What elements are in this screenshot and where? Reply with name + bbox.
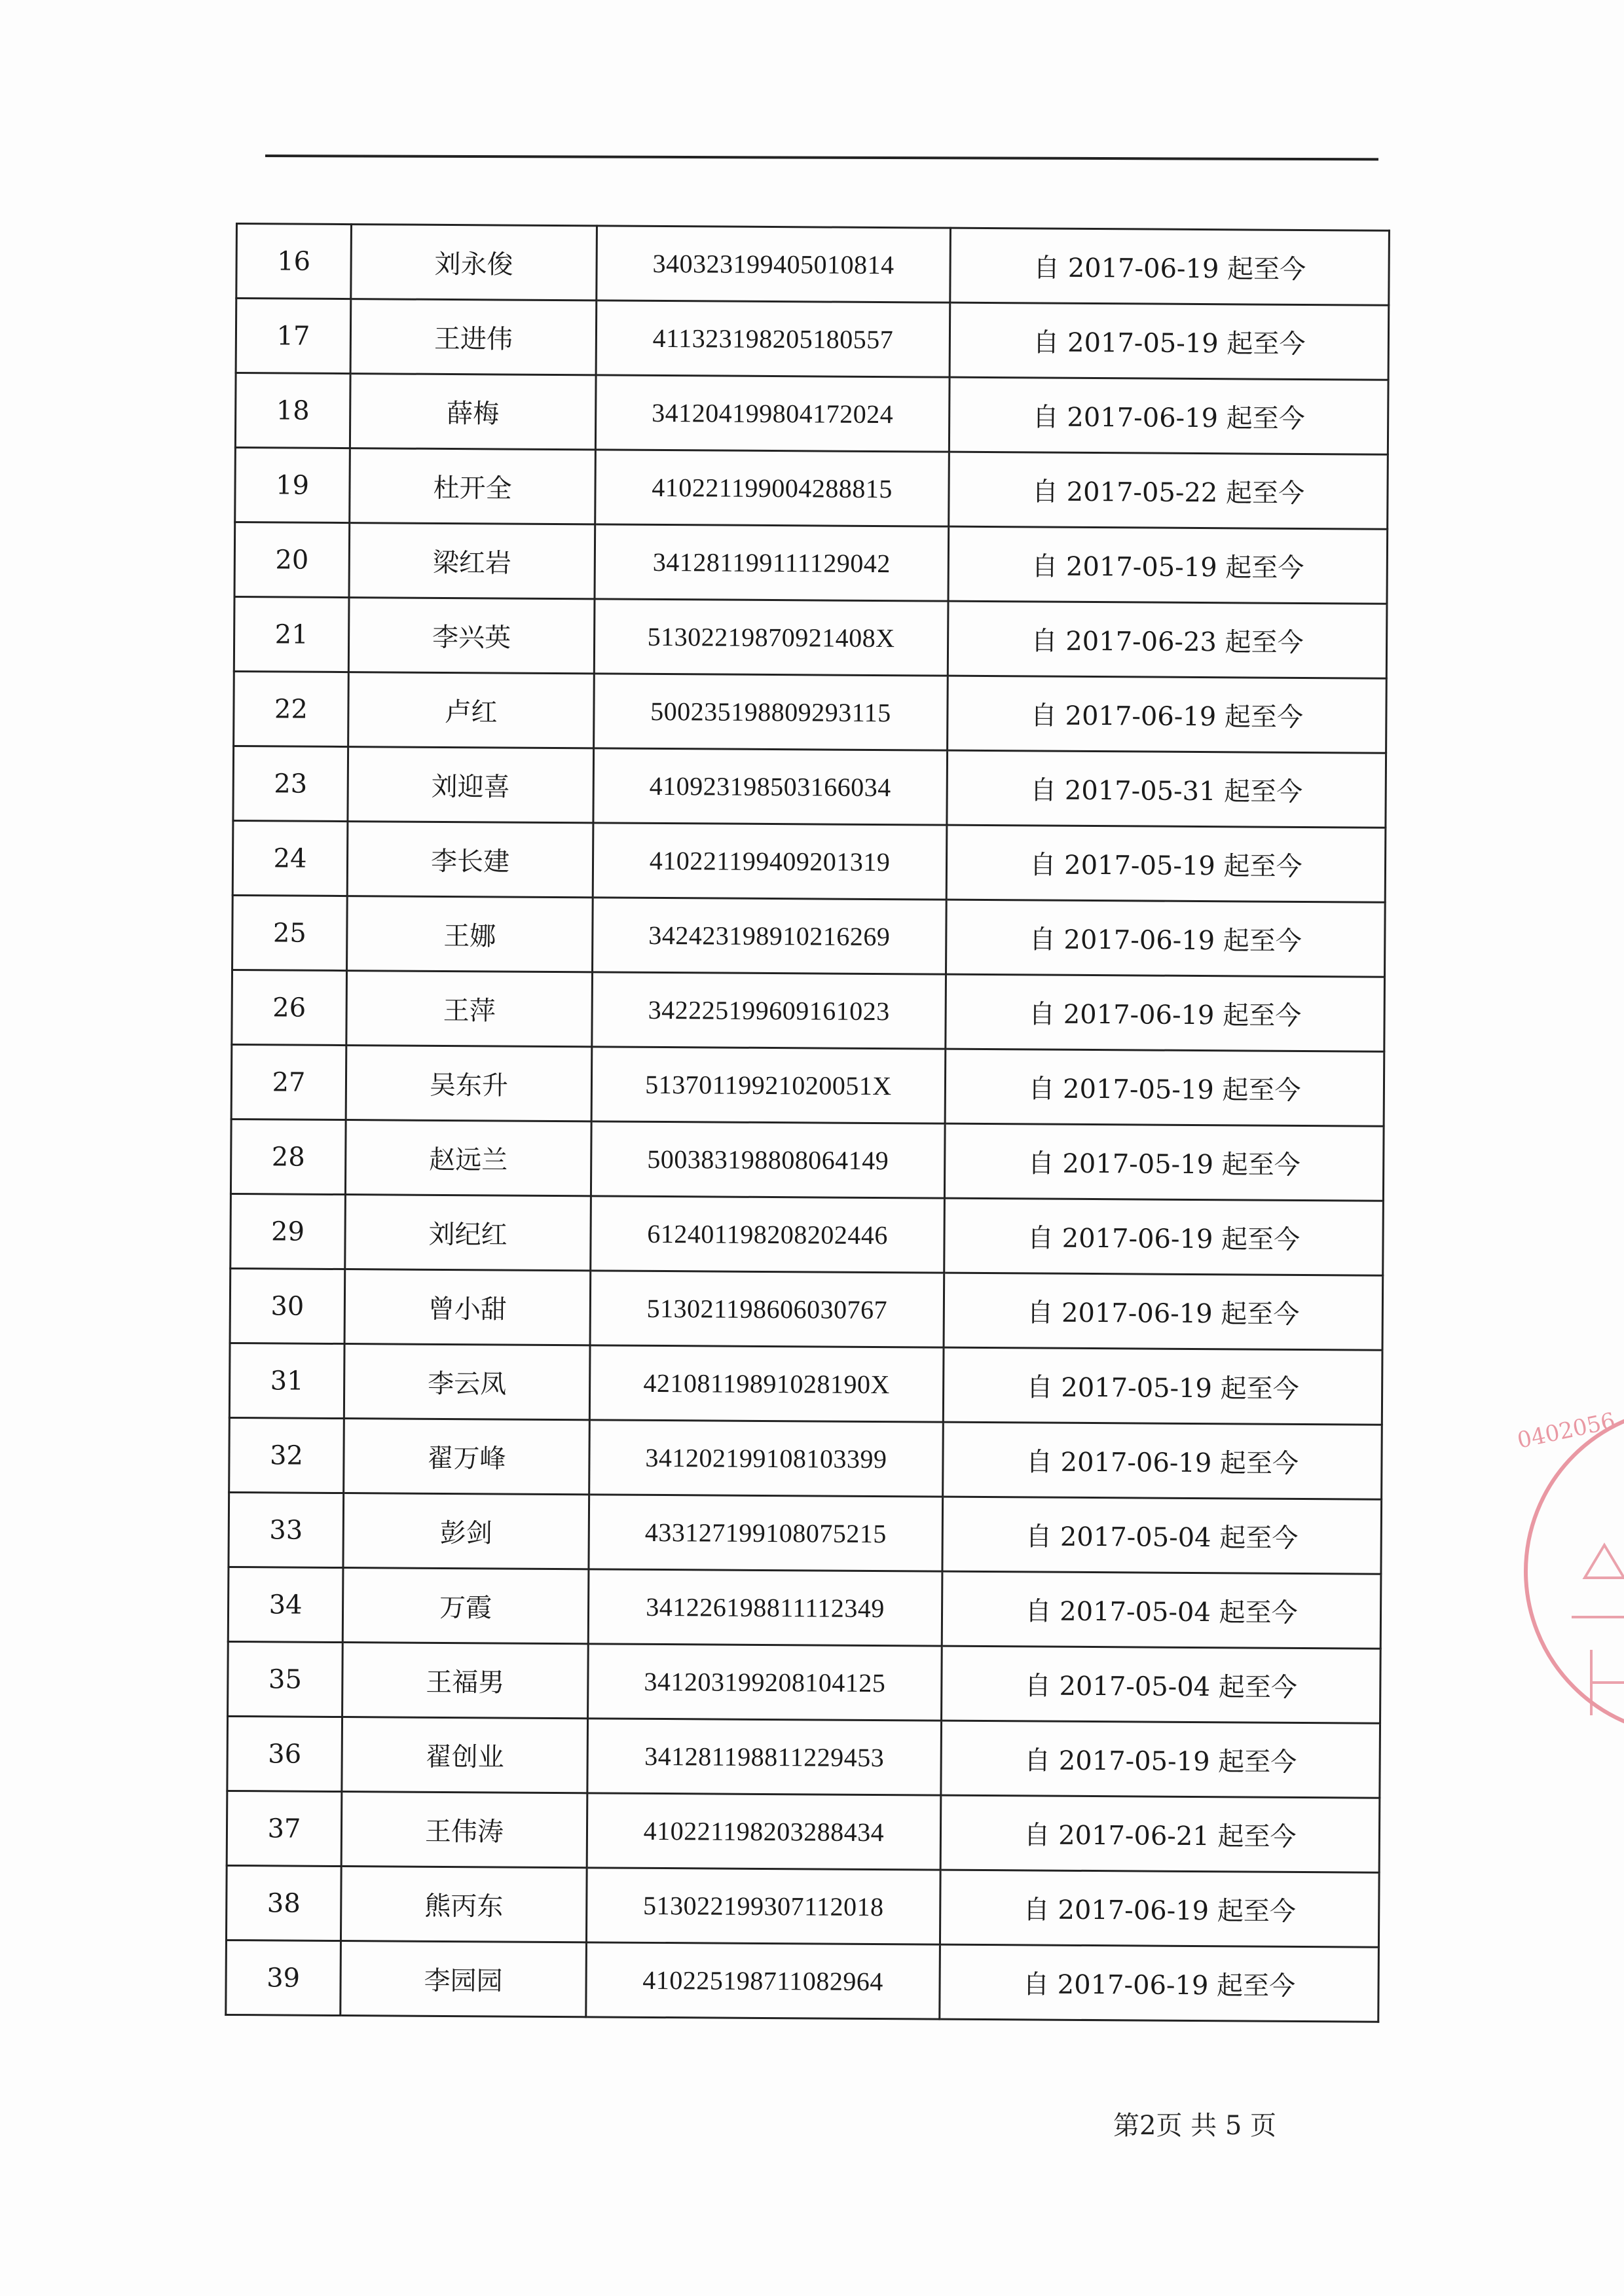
table-row bbox=[226, 1940, 1379, 2022]
period: 自 2017-06-23 起至今 bbox=[948, 601, 1387, 678]
id-number: 410221199004288815 bbox=[595, 450, 950, 526]
row-number: 16 bbox=[236, 224, 352, 299]
seal-graphic bbox=[1493, 1401, 1624, 1741]
table-row bbox=[229, 1343, 1382, 1425]
table-row bbox=[226, 1865, 1379, 1947]
person-name: 卢红 bbox=[348, 672, 595, 748]
id-number: 340323199405010814 bbox=[597, 226, 951, 302]
table-row bbox=[231, 1119, 1384, 1201]
period: 自 2017-06-21 起至今 bbox=[940, 1795, 1380, 1872]
id-number: 51302219870921408X bbox=[594, 599, 948, 676]
id-number: 410221199409201319 bbox=[593, 823, 947, 900]
row-number: 28 bbox=[231, 1119, 346, 1194]
person-name: 吴东升 bbox=[346, 1046, 592, 1121]
roster-table bbox=[225, 223, 1390, 2023]
person-name: 熊丙东 bbox=[341, 1867, 587, 1942]
table-row bbox=[228, 1641, 1381, 1723]
table-row bbox=[232, 895, 1386, 977]
id-number: 341226198811112349 bbox=[588, 1569, 942, 1646]
period: 自 2017-05-19 起至今 bbox=[948, 526, 1388, 604]
person-name: 刘永俊 bbox=[351, 225, 597, 301]
period: 自 2017-05-31 起至今 bbox=[947, 750, 1386, 828]
period: 自 2017-06-19 起至今 bbox=[943, 1422, 1382, 1499]
id-number: 341204199804172024 bbox=[595, 375, 950, 452]
row-number: 18 bbox=[235, 373, 350, 448]
table-row bbox=[234, 596, 1387, 678]
row-number: 30 bbox=[230, 1268, 345, 1343]
row-number: 27 bbox=[231, 1044, 346, 1120]
row-number: 29 bbox=[231, 1194, 346, 1269]
period: 自 2017-06-19 起至今 bbox=[940, 1870, 1379, 1947]
row-number: 19 bbox=[235, 448, 350, 523]
period: 自 2017-05-19 起至今 bbox=[944, 1123, 1384, 1201]
id-number: 51370119921020051X bbox=[591, 1047, 946, 1123]
id-number: 411323198205180557 bbox=[596, 301, 950, 377]
row-number: 21 bbox=[234, 596, 349, 672]
table-row bbox=[230, 1268, 1383, 1350]
person-name: 李兴英 bbox=[348, 598, 595, 674]
period: 自 2017-05-19 起至今 bbox=[945, 1049, 1384, 1126]
person-name: 王进伟 bbox=[350, 299, 597, 375]
period: 自 2017-06-19 起至今 bbox=[948, 676, 1387, 753]
row-number: 23 bbox=[233, 746, 348, 821]
roster-table-wrapper bbox=[225, 223, 1388, 2023]
row-number: 26 bbox=[232, 970, 347, 1045]
period: 自 2017-05-19 起至今 bbox=[950, 302, 1389, 380]
id-number: 341281199111129042 bbox=[595, 524, 949, 601]
person-name: 万霞 bbox=[342, 1568, 589, 1644]
table-row bbox=[234, 671, 1387, 753]
period: 自 2017-05-04 起至今 bbox=[942, 1497, 1382, 1574]
table-row bbox=[227, 1791, 1380, 1872]
person-name: 王福男 bbox=[342, 1643, 589, 1719]
id-number: 500235198809293115 bbox=[594, 674, 948, 750]
table-row bbox=[236, 299, 1389, 380]
period: 自 2017-06-19 起至今 bbox=[950, 228, 1390, 305]
period: 自 2017-06-19 起至今 bbox=[940, 1944, 1379, 2022]
id-number: 513022199307112018 bbox=[586, 1868, 940, 1944]
id-number: 341203199208104125 bbox=[588, 1644, 942, 1721]
person-name: 梁红岩 bbox=[349, 523, 595, 599]
table-row bbox=[229, 1492, 1382, 1574]
id-number: 513021198606030767 bbox=[590, 1271, 944, 1347]
table-row bbox=[227, 1716, 1380, 1798]
table-row bbox=[235, 373, 1388, 455]
row-number: 32 bbox=[229, 1417, 344, 1493]
person-name: 刘纪红 bbox=[345, 1195, 591, 1271]
row-number: 22 bbox=[234, 671, 349, 746]
id-number: 42108119891028190X bbox=[589, 1345, 944, 1422]
table-row bbox=[231, 1044, 1384, 1126]
id-number: 433127199108075215 bbox=[589, 1495, 943, 1571]
period: 自 2017-05-22 起至今 bbox=[949, 452, 1388, 529]
person-name: 翟万峰 bbox=[344, 1419, 590, 1495]
person-name: 赵远兰 bbox=[345, 1120, 591, 1196]
period: 自 2017-05-04 起至今 bbox=[942, 1571, 1381, 1649]
id-number: 410221198203288434 bbox=[587, 1793, 941, 1870]
person-name: 彭剑 bbox=[343, 1493, 589, 1569]
person-name: 杜开全 bbox=[350, 448, 596, 524]
table-row bbox=[234, 522, 1388, 604]
person-name: 刘迎喜 bbox=[348, 747, 594, 823]
period: 自 2017-05-19 起至今 bbox=[941, 1721, 1380, 1798]
period: 自 2017-06-19 起至今 bbox=[946, 974, 1385, 1051]
page-footer: 第2页 共 5 页 bbox=[1113, 2111, 1277, 2141]
id-number: 342423198910216269 bbox=[593, 898, 947, 974]
row-number: 33 bbox=[229, 1492, 344, 1567]
id-number: 410225198711082964 bbox=[586, 1942, 940, 2019]
id-number: 341281198811229453 bbox=[587, 1719, 942, 1795]
person-name: 王娜 bbox=[347, 896, 593, 972]
period: 自 2017-06-19 起至今 bbox=[944, 1198, 1384, 1275]
table-row bbox=[236, 224, 1390, 306]
row-number: 38 bbox=[226, 1865, 341, 1941]
period: 自 2017-05-04 起至今 bbox=[942, 1646, 1381, 1723]
row-number: 39 bbox=[226, 1940, 341, 2015]
table-row bbox=[231, 1194, 1384, 1275]
id-number: 341202199108103399 bbox=[589, 1420, 944, 1497]
person-name: 李园园 bbox=[341, 1941, 587, 2017]
row-number: 17 bbox=[236, 299, 351, 374]
period: 自 2017-06-19 起至今 bbox=[946, 900, 1386, 977]
person-name: 薛梅 bbox=[350, 374, 596, 450]
id-number: 612401198208202446 bbox=[591, 1196, 945, 1273]
person-name: 李长建 bbox=[347, 822, 593, 898]
table-row bbox=[228, 1567, 1381, 1649]
table-row bbox=[229, 1417, 1382, 1499]
period: 自 2017-06-19 起至今 bbox=[944, 1273, 1383, 1350]
person-name: 李云凤 bbox=[344, 1344, 590, 1420]
header-rule bbox=[265, 155, 1378, 160]
row-number: 34 bbox=[228, 1567, 343, 1642]
period: 自 2017-05-19 起至今 bbox=[946, 825, 1386, 902]
id-number: 500383198808064149 bbox=[591, 1121, 945, 1198]
official-seal-stamp bbox=[1493, 1401, 1624, 1741]
row-number: 20 bbox=[234, 522, 350, 598]
row-number: 24 bbox=[232, 820, 348, 896]
period: 自 2017-05-19 起至今 bbox=[943, 1347, 1382, 1425]
table-row bbox=[233, 746, 1386, 828]
id-number: 342225199609161023 bbox=[592, 972, 946, 1049]
row-number: 35 bbox=[228, 1641, 343, 1717]
row-number: 36 bbox=[227, 1716, 342, 1791]
id-number: 410923198503166034 bbox=[593, 748, 948, 825]
table-row bbox=[232, 820, 1386, 902]
table-row bbox=[232, 970, 1385, 1051]
table-row bbox=[235, 448, 1388, 530]
period: 自 2017-06-19 起至今 bbox=[949, 377, 1388, 454]
person-name: 王伟涛 bbox=[341, 1792, 587, 1868]
row-number: 31 bbox=[229, 1343, 344, 1418]
person-name: 王萍 bbox=[346, 971, 593, 1047]
row-number: 25 bbox=[232, 895, 348, 970]
person-name: 翟创业 bbox=[342, 1717, 588, 1793]
row-number: 37 bbox=[227, 1791, 342, 1866]
seal-code-text: 0402056 bbox=[1515, 1408, 1617, 1454]
person-name: 曾小甜 bbox=[344, 1269, 591, 1345]
